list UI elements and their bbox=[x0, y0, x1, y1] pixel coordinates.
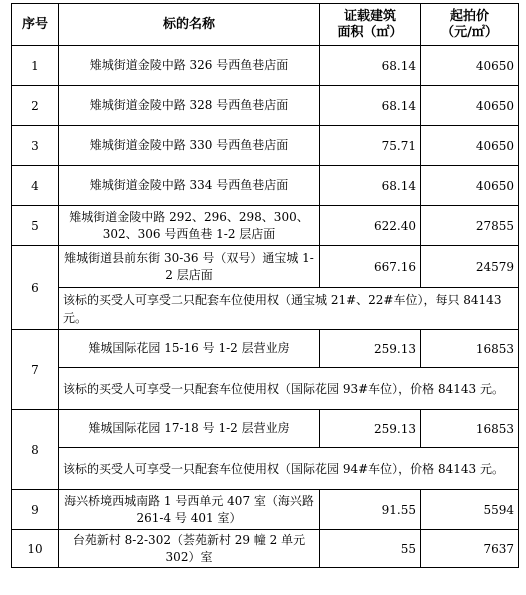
header-area bbox=[320, 4, 421, 46]
row-note: 该标的买受人可享受二只配套车位使用权（通宝城 21#、22#车位），每只 84143 元。 bbox=[59, 288, 519, 330]
row-area: 91.55 bbox=[320, 490, 421, 530]
row-price: 40650 bbox=[421, 86, 519, 126]
row-no: 2 bbox=[12, 86, 59, 126]
row-area: 259.13 bbox=[320, 410, 421, 448]
row-note: 该标的买受人可享受一只配套车位使用权（国际花园 94#车位），价格 84143 元。 bbox=[59, 448, 519, 490]
table-row bbox=[12, 330, 519, 368]
table-row bbox=[12, 490, 519, 530]
row-price: 40650 bbox=[421, 126, 519, 166]
row-note: 该标的买受人可享受一只配套车位使用权（国际花园 93#车位），价格 84143 元。 bbox=[59, 368, 519, 410]
row-no: 7 bbox=[12, 330, 59, 410]
row-price: 40650 bbox=[421, 166, 519, 206]
row-price: 5594 bbox=[421, 490, 519, 530]
table-row bbox=[12, 166, 519, 206]
row-area: 68.14 bbox=[320, 86, 421, 126]
row-area: 667.16 bbox=[320, 246, 421, 288]
row-name: 雉城街道金陵中路 292、296、298、300、302、306 号西鱼巷 1-2 层店面 bbox=[59, 206, 320, 246]
table-row bbox=[12, 46, 519, 86]
header-name: 标的名称 bbox=[59, 4, 320, 46]
header-no: 序号 bbox=[12, 4, 59, 46]
table-row bbox=[12, 530, 519, 568]
row-no: 5 bbox=[12, 206, 59, 246]
row-name: 台苑新村 8-2-302（荟苑新村 29 幢 2 单元 302）室 bbox=[59, 530, 320, 568]
row-area: 55 bbox=[320, 530, 421, 568]
table-row bbox=[12, 410, 519, 448]
auction-table bbox=[11, 3, 519, 568]
row-price: 40650 bbox=[421, 46, 519, 86]
table-row bbox=[12, 126, 519, 166]
row-name: 雉城街道金陵中路 330 号西鱼巷店面 bbox=[59, 126, 320, 166]
row-no: 8 bbox=[12, 410, 59, 490]
row-area: 75.71 bbox=[320, 126, 421, 166]
row-price: 27855 bbox=[421, 206, 519, 246]
row-no: 9 bbox=[12, 490, 59, 530]
row-name: 雉城街道金陵中路 326 号西鱼巷店面 bbox=[59, 46, 320, 86]
row-name: 雉城街道金陵中路 328 号西鱼巷店面 bbox=[59, 86, 320, 126]
table-row bbox=[12, 206, 519, 246]
row-price: 16853 bbox=[421, 330, 519, 368]
row-name: 雉城街道金陵中路 334 号西鱼巷店面 bbox=[59, 166, 320, 206]
row-area: 68.14 bbox=[320, 46, 421, 86]
row-price: 24579 bbox=[421, 246, 519, 288]
row-area: 68.14 bbox=[320, 166, 421, 206]
row-name: 海兴桥境西城南路 1 号西单元 407 室（海兴路 261-4 号 401 室） bbox=[59, 490, 320, 530]
row-name: 雉城国际花园 15-16 号 1-2 层营业房 bbox=[59, 330, 320, 368]
row-no: 4 bbox=[12, 166, 59, 206]
header-price-line2: （元/㎡） bbox=[441, 24, 498, 40]
row-price: 16853 bbox=[421, 410, 519, 448]
row-area: 622.40 bbox=[320, 206, 421, 246]
row-area: 259.13 bbox=[320, 330, 421, 368]
row-no: 1 bbox=[12, 46, 59, 86]
row-no: 10 bbox=[12, 530, 59, 568]
table-row bbox=[12, 246, 519, 288]
row-name: 雉城国际花园 17-18 号 1-2 层营业房 bbox=[59, 410, 320, 448]
header-price bbox=[421, 4, 519, 46]
header-area-line1: 证载建筑 bbox=[343, 8, 396, 24]
row-no: 3 bbox=[12, 126, 59, 166]
header-area-line2: 面积（㎡） bbox=[337, 24, 403, 40]
row-price: 7637 bbox=[421, 530, 519, 568]
table-header-row bbox=[12, 4, 519, 46]
row-name: 雉城街道县前东街 30-36 号（双号）通宝城 1-2 层店面 bbox=[59, 246, 320, 288]
table-row-note bbox=[12, 288, 519, 330]
table-row bbox=[12, 86, 519, 126]
table-row-note bbox=[12, 448, 519, 490]
table-row-note bbox=[12, 368, 519, 410]
row-no: 6 bbox=[12, 246, 59, 330]
header-price-line1: 起拍价 bbox=[449, 8, 489, 24]
